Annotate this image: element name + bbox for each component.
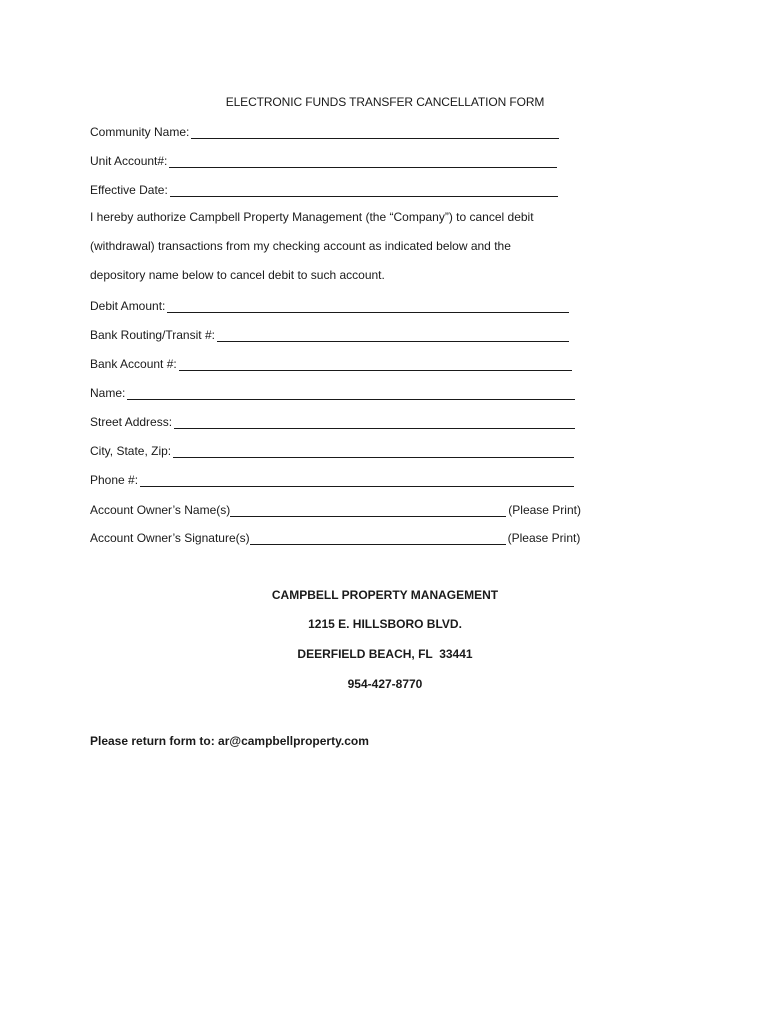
street-address-label: Street Address: [90,415,173,429]
authorization-line-3: depository name below to cancel debit to such account. [90,268,385,282]
owner-name-suffix: (Please Print) [508,503,581,517]
authorization-line-2: (withdrawal) transactions from my checking account as indicated below and the [90,239,511,253]
owner-name-field[interactable] [90,501,581,517]
company-name: CAMPBELL PROPERTY MANAGEMENT [271,588,499,602]
bank-routing-field[interactable] [90,326,569,342]
effective-date-line[interactable] [170,184,558,197]
owner-name-label: Account Owner’s Name(s) [90,503,231,517]
authorization-line-1: I hereby authorize Campbell Property Management (the “Company”) to cancel debit [90,210,534,224]
debit-amount-label: Debit Amount: [90,299,166,313]
street-address-line[interactable] [174,416,575,429]
owner-name-line[interactable] [230,504,506,517]
name-label: Name: [90,386,126,400]
bank-account-line[interactable] [179,358,572,371]
debit-amount-field[interactable] [90,297,569,313]
city-state-zip-line[interactable] [173,445,574,458]
phone-line[interactable] [140,474,574,487]
city-state-zip-field[interactable] [90,442,574,458]
bank-routing-line[interactable] [217,329,569,342]
bank-routing-label: Bank Routing/Transit #: [90,328,215,342]
phone-label: Phone #: [90,473,139,487]
owner-signature-suffix: (Please Print) [507,531,581,545]
owner-signature-field[interactable] [90,529,580,545]
bank-account-field[interactable] [90,355,572,371]
name-line[interactable] [127,387,575,400]
name-field[interactable] [90,384,575,400]
company-phone: 954-427-8770 [347,677,423,691]
bank-account-label: Bank Account #: [90,357,177,371]
company-address-line-1: 1215 E. HILLSBORO BLVD. [308,617,462,631]
community-name-label: Community Name: [90,125,190,139]
owner-signature-line[interactable] [250,532,506,545]
effective-date-field[interactable] [90,181,558,197]
effective-date-label: Effective Date: [90,183,168,197]
return-instructions: Please return form to: ar@campbellproperty.com [90,734,369,748]
form-title: ELECTRONIC FUNDS TRANSFER CANCELLATION FORM [225,95,545,109]
unit-account-label: Unit Account#: [90,154,168,168]
unit-account-line[interactable] [169,155,557,168]
debit-amount-line[interactable] [167,300,569,313]
community-name-line[interactable] [191,126,559,139]
street-address-field[interactable] [90,413,575,429]
community-name-field[interactable] [90,123,559,139]
city-state-zip-label: City, State, Zip: [90,444,172,458]
phone-field[interactable] [90,471,574,487]
company-address-line-2: DEERFIELD BEACH, FL 33441 [297,647,473,661]
owner-signature-label: Account Owner’s Signature(s) [90,531,250,545]
unit-account-field[interactable] [90,152,557,168]
